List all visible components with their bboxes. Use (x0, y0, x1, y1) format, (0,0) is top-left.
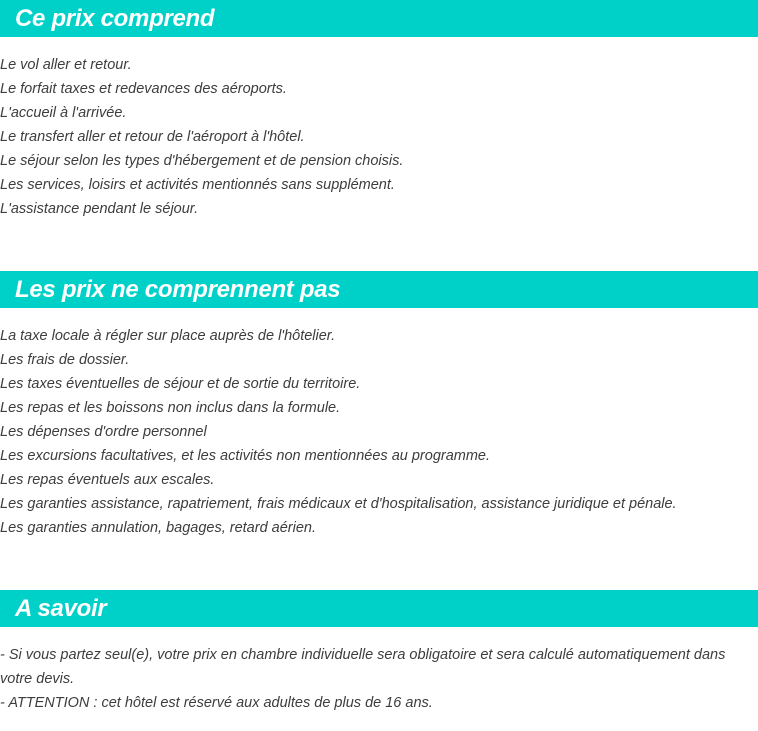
list-item: Le séjour selon les types d'hébergement et de pension choisis. (0, 153, 404, 169)
included-list (0, 53, 758, 221)
list-item: Le forfait taxes et redevances des aéroports. (0, 81, 287, 97)
list-item: L'assistance pendant le séjour. (0, 201, 199, 217)
list-item: Les frais de dossier. (0, 352, 130, 368)
info-paragraph: - Si vous partez seul(e), votre prix en chambre individuelle sera obligatoire et sera calculé automatiquement dans votre devis. (0, 647, 726, 687)
list-item: Les dépenses d'ordre personnel (0, 424, 207, 440)
section-title-good-to-know: A savoir (0, 590, 758, 627)
list-item: Le vol aller et retour. (0, 57, 132, 73)
good-to-know-text (0, 643, 752, 715)
list-item: Les garanties assistance, rapatriement, frais médicaux et d'hospitalisation, assistance juridique et pénale. (0, 496, 677, 512)
not-included-list (0, 324, 758, 540)
list-item: La taxe locale à régler sur place auprès de l'hôtelier. (0, 328, 336, 344)
list-item: Les services, loisirs et activités mentionnés sans supplément. (0, 177, 395, 193)
list-item: Le transfert aller et retour de l'aéroport à l'hôtel. (0, 129, 305, 145)
list-item: Les repas éventuels aux escales. (0, 472, 215, 488)
list-item: Les taxes éventuelles de séjour et de sortie du territoire. (0, 376, 361, 392)
section-title-not-included: Les prix ne comprennent pas (0, 271, 758, 308)
section-title-included: Ce prix comprend (0, 0, 758, 37)
list-item: Les excursions facultatives, et les activités non mentionnées au programme. (0, 448, 491, 464)
list-item: Les garanties annulation, bagages, retard aérien. (0, 520, 316, 536)
info-paragraph: - ATTENTION : cet hôtel est réservé aux adultes de plus de 16 ans. (0, 695, 433, 711)
list-item: Les repas et les boissons non inclus dans la formule. (0, 400, 341, 416)
list-item: L'accueil à l'arrivée. (0, 105, 127, 121)
